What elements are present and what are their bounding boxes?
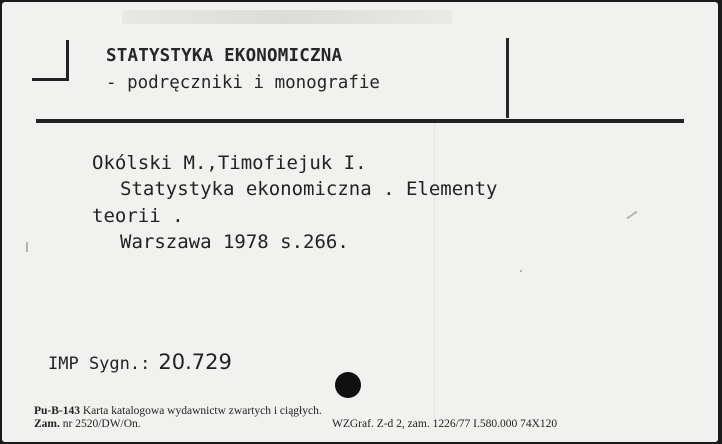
category-subtitle: - podręczniki i monografie <box>106 73 380 93</box>
paper-fleck <box>520 270 522 272</box>
footer-form-code: Pu-B-143 <box>34 405 80 417</box>
header-rule <box>36 119 684 123</box>
paper-fold <box>434 122 435 422</box>
footer-order-label: Zam. <box>34 418 60 430</box>
footer-form-title: Karta katalogowa wydawnictw zwartych i ciągłych. <box>82 405 322 417</box>
paper-fleck <box>26 242 28 252</box>
footer-printer: WZGraf. Z-d 2, zam. 1226/77 I.580.000 74X120 <box>332 418 558 430</box>
footer-order-number: nr 2520/DW/On. <box>62 418 141 430</box>
catalog-card <box>2 2 718 442</box>
entry-author: Okólski M.,Timofiejuk I. <box>92 152 367 174</box>
footer-line2 <box>34 418 141 430</box>
entry-title-line1: Statystyka ekonomiczna . Elementy <box>120 178 498 200</box>
header-divider <box>506 38 509 118</box>
call-number <box>48 350 232 374</box>
punch-hole <box>335 372 361 398</box>
paper-fleck <box>627 211 638 220</box>
bleed-through-mark <box>122 10 452 24</box>
corner-mark <box>32 40 70 80</box>
call-number-value: 20.729 <box>158 350 232 374</box>
footer-line1 <box>34 405 322 417</box>
entry-imprint: Warszawa 1978 s.266. <box>120 231 349 253</box>
call-number-label: IMP Sygn.: <box>48 354 151 374</box>
category-title: STATYSTYKA EKONOMICZNA <box>106 46 343 66</box>
entry-title-line2: teorii . <box>92 205 184 227</box>
